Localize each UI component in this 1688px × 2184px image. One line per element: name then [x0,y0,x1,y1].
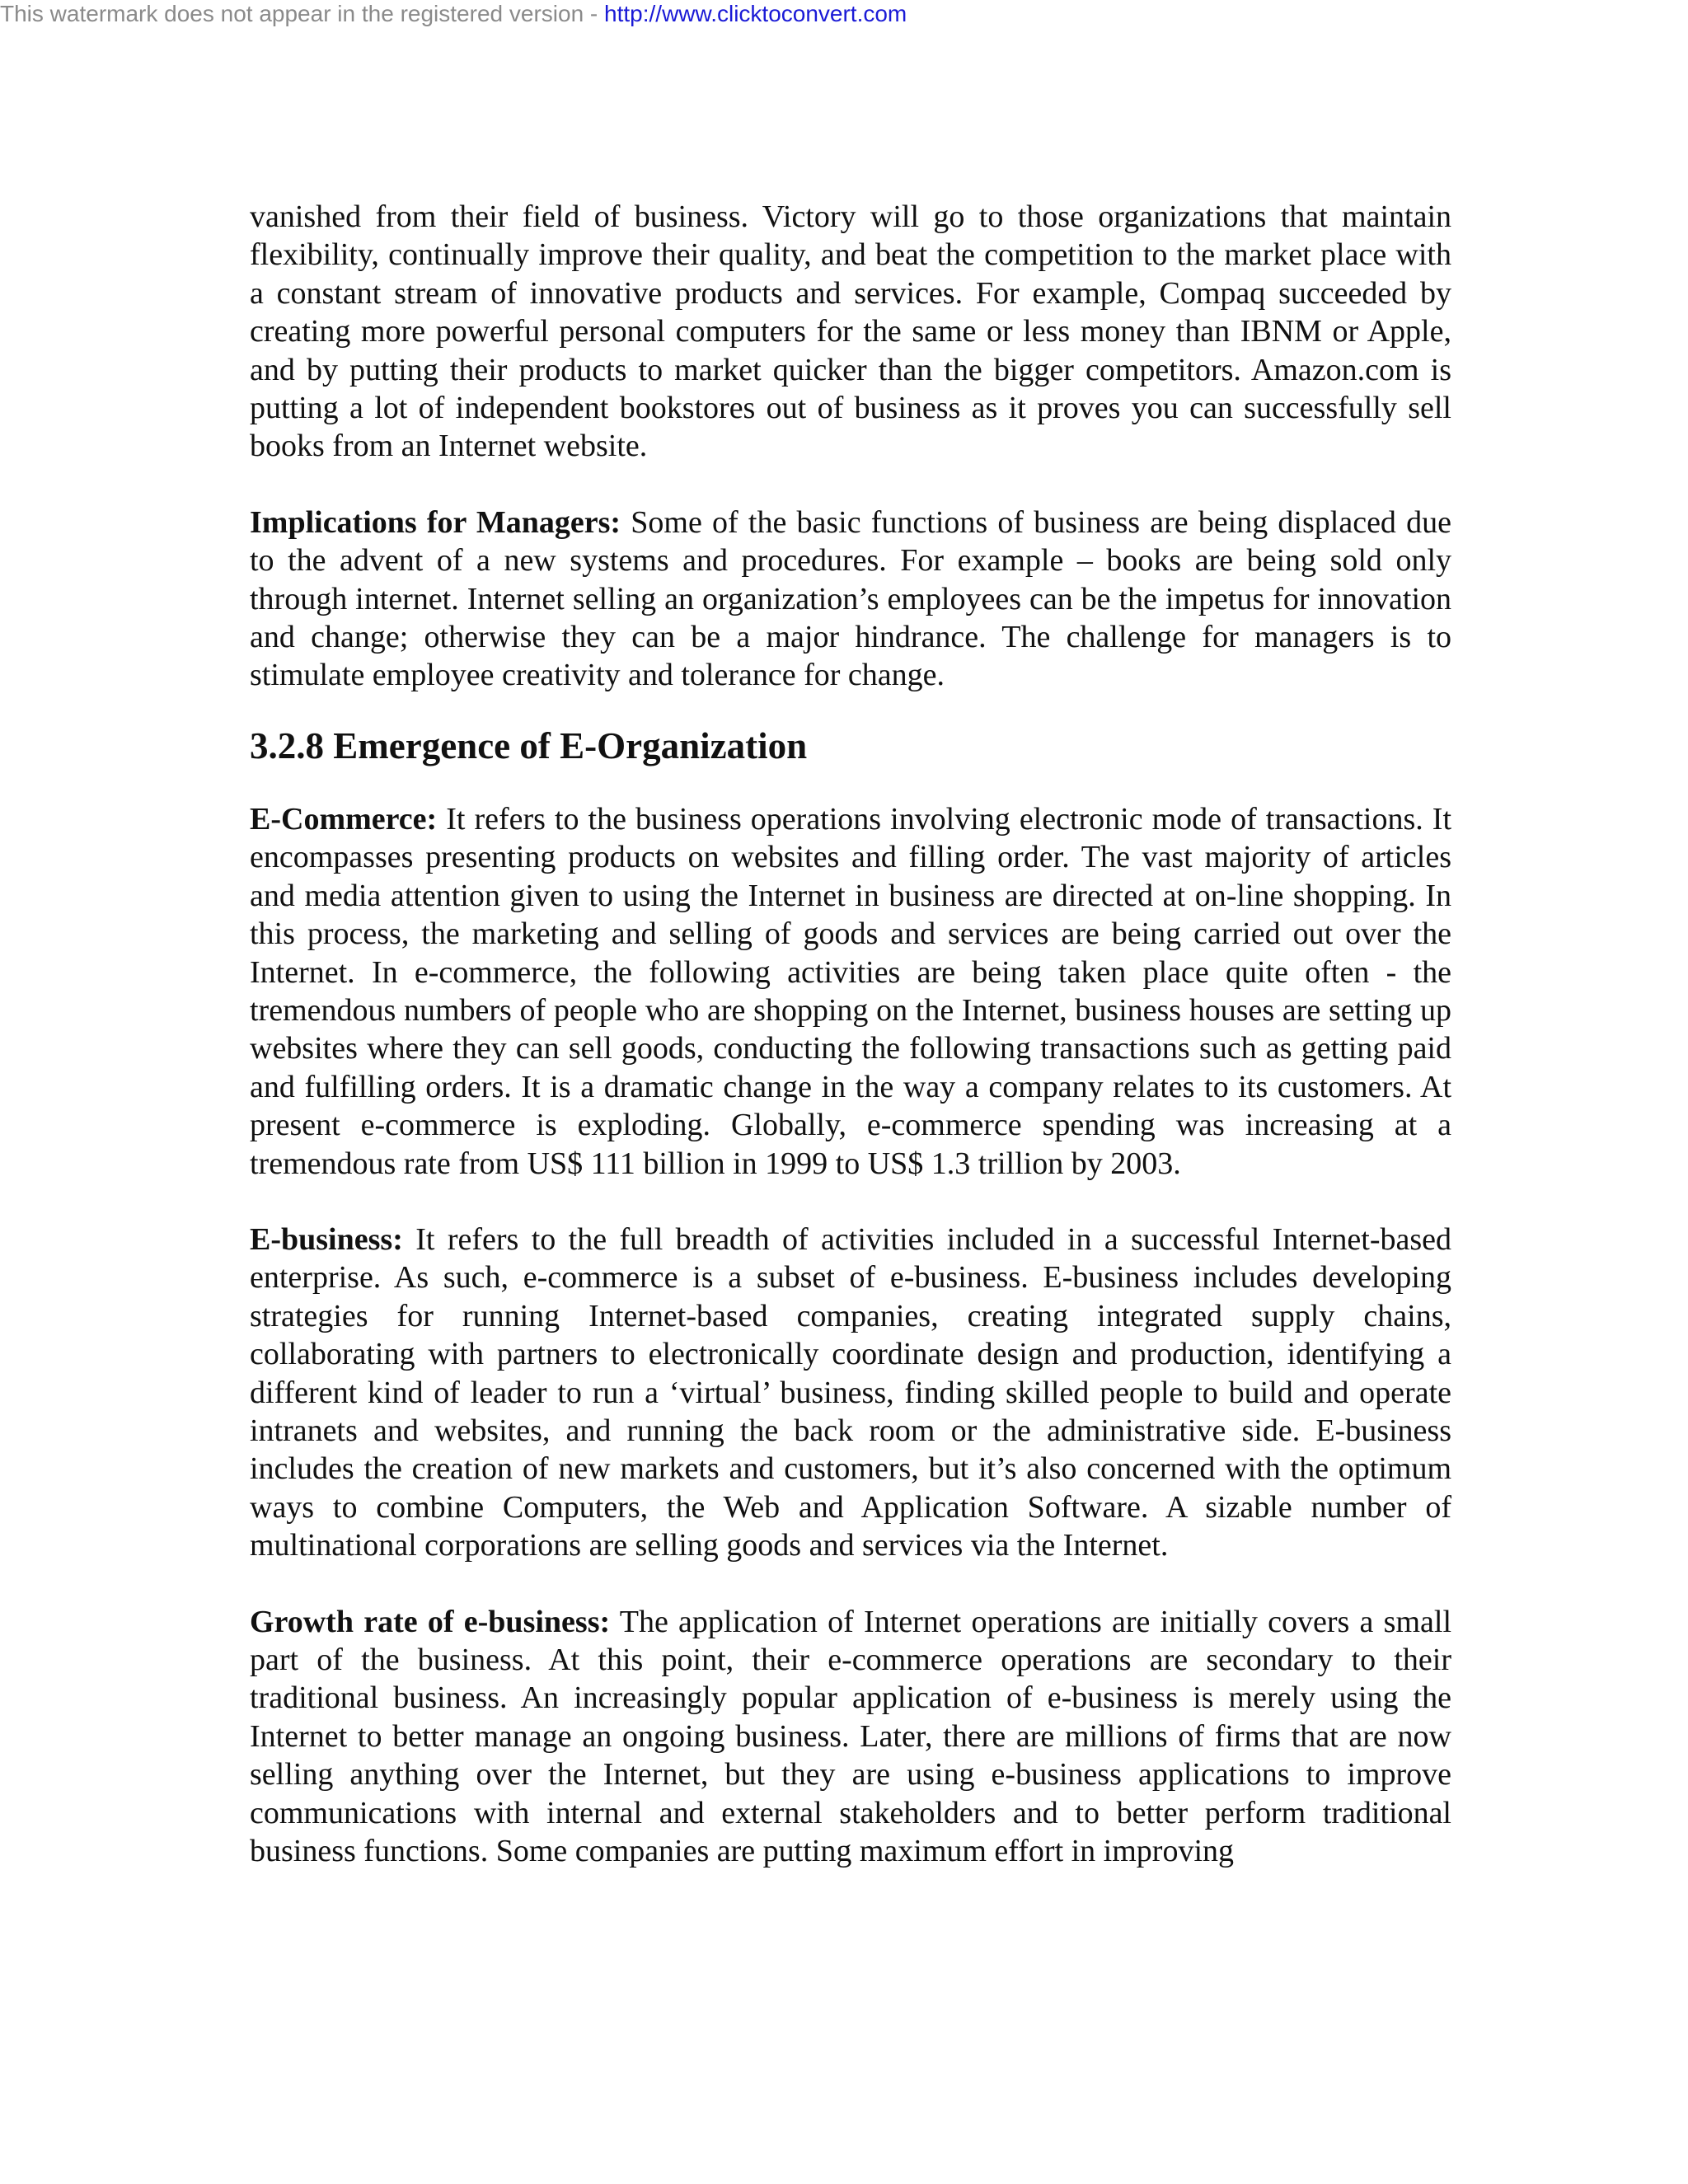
growth-rate-text: The application of Internet operations are initially covers a small part of the business. At this point, their e-commerce operations are secondary to their traditional business. An increasingly popular application of e-business is merely using the Internet to better manage an ongoing business. Later, there are millions of firms that are now selling anything over the Internet, but they are using e-business applications to improve communications with internal and external stakeholders and to better perform traditional business functions. Some companies are putting maximum effort in improving [250,1604,1452,1869]
implications-text: Some of the basic functions of business are being displaced due to the advent of a new systems and procedures. For example – books are being sold only through internet. Internet selling an organization’s employees can be the impetus for innovation and change; otherwise they can be a major hindrance. The challenge for managers is to stimulate employee creativity and tolerance for change. [250,504,1451,693]
ecommerce-text: It refers to the business operations involving electronic mode of transactions. It encompasses presenting products on websites and filling order. The vast majority of articles and media attention given to using the Internet in business are directed at on-line shopping. In this process, the marketing and selling of goods and services are being carried out over the Internet. In e-commerce, the following activities are being taken place quite often - the tremendous numbers of people who are shopping on the Internet, business houses are setting up websites where they can sell goods, conducting the following transactions such as getting paid and fulfilling orders. It is a dramatic change in the way a company relates to its customers. At present e-commerce is exploding. Globally, e-commerce spending was increasing at a tremendous rate from US$ 111 billion in 1999 to US$ 1.3 trillion by 2003. [250,801,1451,1181]
section-heading: 3.2.8 Emergence of E-Organization [250,724,808,766]
ecommerce-label: E-Commerce: [250,801,438,837]
paragraph-intro: vanished from their field of business. Victory will go to those organizations that maintain flexibility, continually improve their quality, and beat the competition to the market place with a constant stream of innovative products and services. For example, Compaq succeeded by creating more powerful personal computers for the same or less money than IBNM or Apple, and by putting their products to market quicker than the bigger competitors. Amazon.com is putting a lot of independent bookstores out of business as it proves you can successfully sell books from an Internet website. [250,199,1451,464]
growth-rate-label: Growth rate of e-business: [250,1604,611,1639]
implications-label: Implications for Managers: [250,504,621,540]
ebusiness-label: E-business: [250,1221,403,1257]
paragraph-growth-rate [250,1603,1451,1871]
paragraph-ecommerce [250,800,1451,1183]
document-body [250,198,1451,1870]
watermark-text: This watermark does not appear in the registered version - [0,1,605,26]
paragraph-ebusiness [250,1221,1451,1565]
watermark [0,0,907,28]
watermark-link[interactable]: http://www.clicktoconvert.com [604,1,907,26]
ebusiness-text: It refers to the full breadth of activities included in a successful Internet-based enterprise. As such, e-commerce is a subset of e-business. E-business includes developing strategies for running Internet-based companies, creating integrated supply chains, collaborating with partners to electronically coordinate design and production, identifying a different kind of leader to run a ‘virtual’ business, finding skilled people to build and operate intranets and websites, and running the back room or the administrative side. E-business includes the creation of new markets and customers, but it’s also concerned with the optimum ways to combine Computers, the Web and Application Software. A sizable number of multinational corporations are selling goods and services via the Internet. [250,1221,1451,1563]
paragraph-implications [250,504,1451,695]
